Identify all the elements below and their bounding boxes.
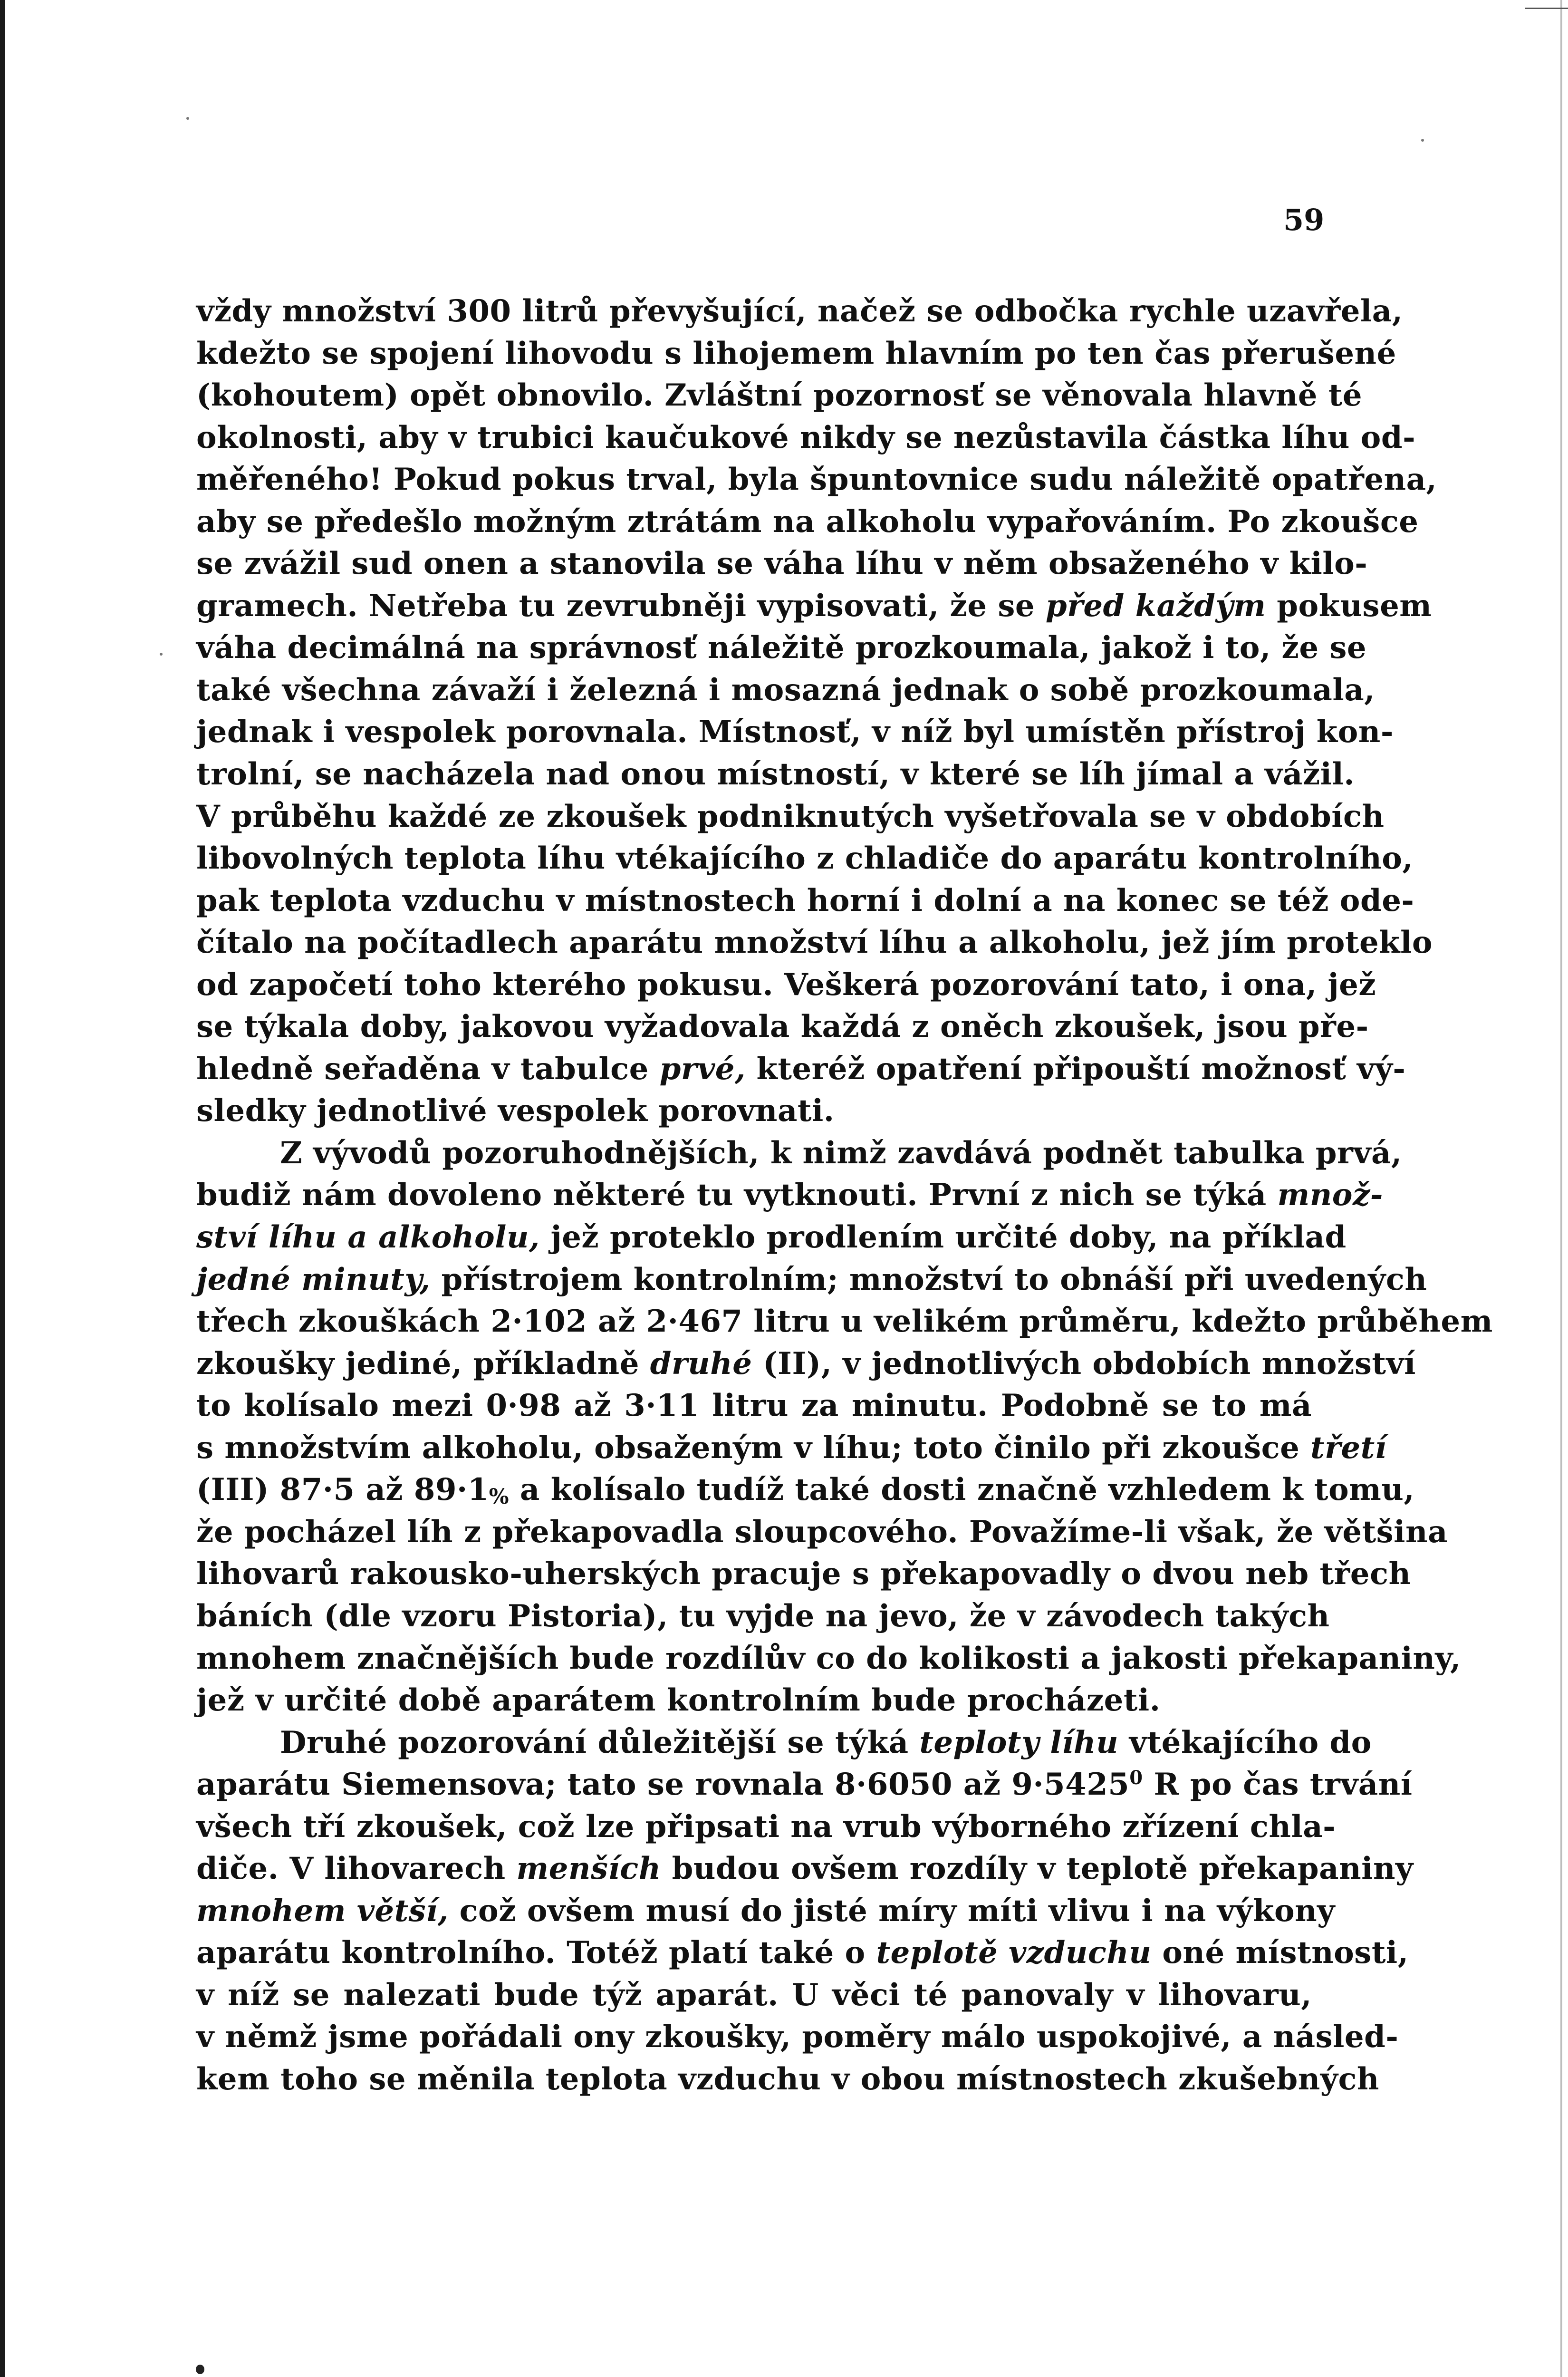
text-run: okolnosti, aby v trubici kaučukové nikdy se nezůstavila částka líhu od- [196,419,1416,455]
text-line [196,627,1367,669]
text-run: budou ovšem rozdíly v teplotě překapaniny [661,1851,1414,1887]
scan-edge-top-right [1525,0,1568,9]
italic-text: před každým [1045,588,1266,624]
text-run: pak teplota vzduchu v místnostech horní i dolní a na konec se též ode- [196,882,1414,918]
text-line [196,543,1368,585]
text-run: báních (dle vzoru Pistoria), tu vyjde na jevo, že v závodech takých [196,1598,1330,1634]
text-line [196,417,1416,459]
text-line [196,1848,1414,1890]
text-run: v níž se nalezati bude týž aparát. U věci té panovaly v lihovaru, [196,1977,1312,2013]
text-line [196,1132,1402,1175]
page-number: 59 [1283,203,1325,237]
text-run: s množstvím alkoholu, obsaženým v líhu; toto činilo při zkoušce [196,1430,1311,1466]
text-run: libovolných teplota líhu vtékajícího z chladiče do aparátu kontrolního, [196,841,1414,877]
text-line [196,922,1433,964]
text-line [196,964,1376,1006]
ink-blot [196,2365,204,2374]
text-run: trolní, se nacházela nad onou místností, v které se líh jímal a vážil. [196,756,1355,792]
scan-speck [1421,139,1424,142]
text-line [196,838,1414,880]
text-run: jež v určité době aparátem kontrolním bude procházeti. [196,1682,1161,1719]
text-line [196,1764,1413,1806]
text-run: aby se předešlo možným ztrátám na alkoholu vypařováním. Po zkoušce [196,503,1419,540]
text-line [196,2016,1399,2058]
text-run: mnohem značnějších bude rozdílův co do kolikosti a jakosti překapaniny, [196,1640,1461,1676]
scan-speck [186,117,189,120]
text-line [196,1511,1448,1554]
text-run: vtékajícího do [1118,1724,1372,1760]
text-run: že pocházel líh z překapovadla sloupcového. Považíme-li však, že většina [196,1514,1448,1550]
italic-text: prvé, [659,1051,746,1087]
text-line [196,1553,1411,1595]
text-run: gramech. Netřeba tu zevrubněji vypisovati, že se [196,588,1046,624]
italic-text: ství líhu a alkoholu, [196,1219,540,1256]
text-run: vždy množství 300 litrů převyšující, načež se odbočka rychle uzavřela, [196,293,1403,329]
text-run: jež proteklo prodlením určité doby, na příklad [539,1219,1347,1256]
italic-text: třetí [1310,1430,1387,1466]
italic-text: druhé [650,1345,752,1382]
text-run: (kohoutem) opět obnovilo. Zvláštní pozornosť se věnovala hlavně té [196,377,1363,414]
text-line [196,1974,1312,2017]
text-run: sledky jednotlivé vespolek porovnati. [196,1093,835,1129]
text-line [196,1932,1409,1974]
italic-text: jedné minuty, [196,1261,431,1297]
text-line [196,711,1394,754]
text-run: lihovarů rakousko-uherských pracuje s překapovadly o dvou neb třech [196,1556,1411,1592]
body-text [196,290,1493,2101]
text-line [196,1217,1347,1259]
scan-edge-left [0,0,5,2377]
text-run: což ovšem musí do jisté míry míti vlivu i na výkony [448,1893,1335,1929]
text-run: (III) 87·5 až 89·1 [196,1472,489,1508]
text-line [196,585,1432,628]
text-line [196,2058,1379,2101]
italic-text: množ- [1277,1177,1383,1213]
text-line [196,1806,1336,1848]
text-line [196,1343,1416,1385]
text-line [196,1890,1335,1933]
text-line [196,1427,1387,1469]
text-run: od započetí toho kterého pokusu. Veškerá pozorování tato, i ona, jež [196,966,1376,1003]
text-line [196,333,1396,375]
text-run: budiž nám dovoleno některé tu vytknouti. První z nich se týká [196,1177,1278,1213]
text-run: V průběhu každé ze zkoušek podniknutých vyšetřovala se v obdobích [196,798,1385,834]
text-run: a kolísalo tudíž také dosti značně vzhledem k tomu, [509,1472,1415,1508]
text-run: se zvážil sud onen a stanovila se váha líhu v něm obsaženého v kilo- [196,546,1368,582]
text-run: R po čas trvání [1143,1767,1413,1803]
text-line [196,501,1419,543]
text-line [196,1638,1461,1680]
text-run: váha decimálná na správnosť náležitě prozkoumala, jakož i to, že se [196,630,1367,666]
text-line [196,375,1363,417]
text-line [196,1595,1330,1638]
text-run: kteréž opatření připouští možnosť vý- [745,1051,1406,1087]
superscript-text: 0 [1129,1767,1143,1789]
italic-text: teploty líhu [919,1724,1119,1760]
text-line [196,1722,1372,1764]
text-run: aparátu Siemensova; tato se rovnala 8·6050 až 9·5425 [196,1767,1130,1803]
scan-speck [160,653,163,656]
text-run: v němž jsme pořádali ony zkoušky, poměry málo uspokojivé, a násled- [196,2019,1399,2055]
text-line [196,1090,1312,1132]
scan-edge-right [1560,0,1562,2377]
text-run: kdežto se spojení lihovodu s lihojemem hlavním po ten čas přerušené [196,335,1396,371]
italic-text: mnohem větší, [196,1893,449,1929]
text-line [196,754,1355,796]
text-run: čítalo na počítadlech aparátu množství líhu a alkoholu, jež jím proteklo [196,925,1433,961]
text-run: pokusem [1266,588,1432,624]
text-line [196,796,1385,838]
text-run: Druhé pozorování důležitější se týká [280,1724,920,1760]
text-run: oné místnosti, [1151,1935,1409,1971]
text-run: jednak i vespolek porovnala. Místnosť, v níž byl umístěn přístroj kon- [196,714,1394,750]
text-line [196,669,1375,712]
text-run: měřeného! Pokud pokus trval, byla špuntovnice sudu náležitě opatřena, [196,462,1437,498]
text-run: zkoušky jediné, příkladně [196,1345,650,1382]
text-run: Z vývodů pozoruhodnějších, k nimž zavdává podnět tabulka prvá, [280,1135,1402,1171]
text-line [196,1469,1415,1511]
text-run: přístrojem kontrolním; množství to obnáší při uvedených [430,1261,1427,1297]
text-line [196,1385,1312,1427]
text-line [196,1301,1493,1343]
text-run: hledně seřaděna v tabulce [196,1051,660,1087]
text-run: aparátu kontrolního. Totéž platí také o [196,1935,876,1971]
italic-text: menších [516,1851,661,1887]
text-run: také všechna závaží i železná i mosazná jednak o sobě prozkoumala, [196,672,1375,708]
italic-text: teplotě vzduchu [876,1935,1152,1971]
text-run: se týkala doby, jakovou vyžadovala každá z oněch zkoušek, jsou pře- [196,1009,1369,1045]
text-run: diče. V lihovarech [196,1851,517,1887]
text-line [196,880,1414,922]
text-run: (II), v jednotlivých obdobích množství [752,1345,1416,1382]
text-run: všech tří zkoušek, což lze připsati na vrub výborného zřízení chla- [196,1808,1336,1845]
text-run: kem toho se měnila teplota vzduchu v obou místnostech zkušebných [196,2061,1379,2097]
text-line [196,1174,1383,1217]
text-line [196,1680,1312,1722]
text-run: třech zkouškách 2·102 až 2·467 litru u velikém průměru, kdežto průběhem [196,1304,1493,1340]
text-run: to kolísalo mezi 0·98 až 3·11 litru za minutu. Podobně se to má [196,1388,1312,1424]
text-line [196,459,1437,501]
text-line [196,1006,1369,1048]
subscript-text: % [489,1485,510,1509]
text-line [196,1048,1406,1091]
text-line [196,290,1403,333]
text-line [196,1259,1427,1301]
